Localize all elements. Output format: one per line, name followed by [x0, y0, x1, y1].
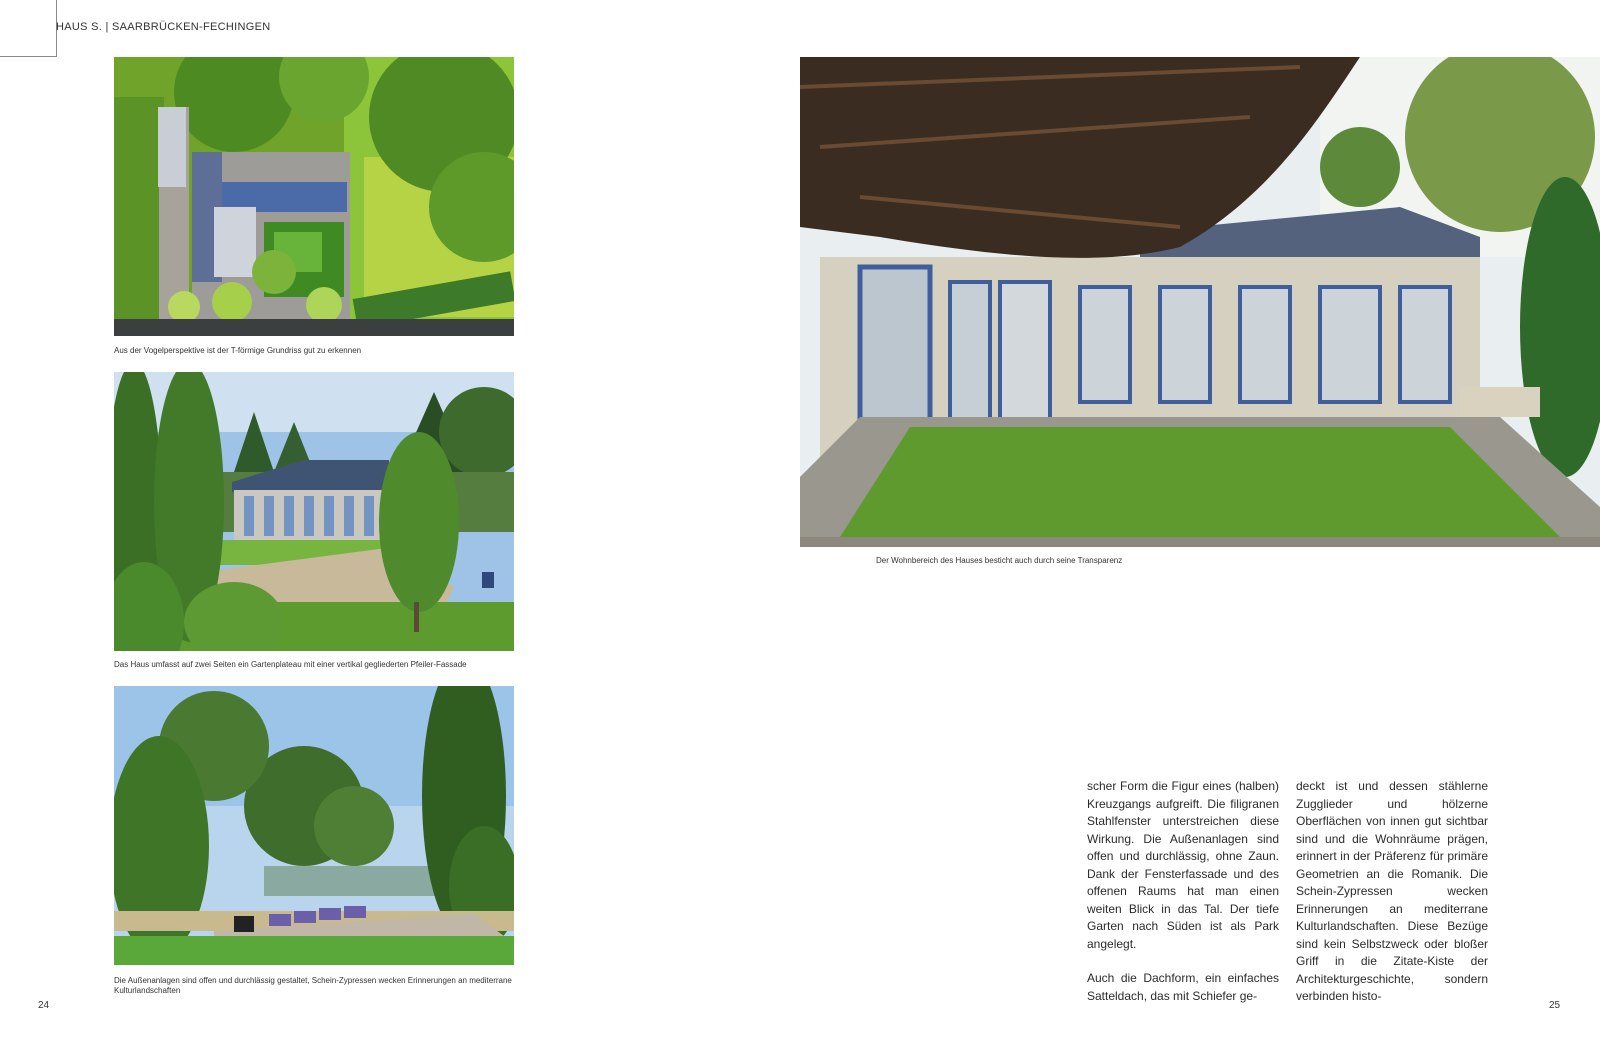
photo-caption: Das Haus umfasst auf zwei Seiten ein Gartenplateau mit einer vertikal gegliederten Pfeiler-Fassade — [114, 660, 467, 669]
garden-plateau-photo — [114, 372, 514, 651]
running-header: HAUS S. | SAARBRÜCKEN-FECHINGEN — [56, 21, 271, 33]
paragraph: Auch die Dachform, ein einfaches Satteldach, das mit Schiefer ge- — [1087, 971, 1279, 1003]
page-number-left: 24 — [38, 1000, 50, 1011]
paragraph: deckt ist und dessen stählerne Zugglieder und hölzerne Oberflächen von innen gut sichtbar sind und die Wohnräume prägen, erinnert in der Präferenz für primäre Geometrien an die Romanik. Die Schein-Zypressen wecken Erinnerungen an mediterrane Kulturlandschaften. Diese Bezüge sind kein Selbstzweck oder bloßer Griff in die Zitate-Kiste der Architekturgeschichte, sondern verbinden histo- — [1296, 779, 1488, 1003]
paragraph: scher Form die Figur eines (halben) Kreuzgangs aufgreift. Die filigranen Stahlfenster unterstreichen diese Wirkung. Die Außenanlagen sind offen und durchlässig, ohne Zaun. Dank der Fensterfassade und des offenen Raums hat man einen weiten Blick in das Tal. Der tiefe Garten nach Süden ist als Park angelegt. — [1087, 779, 1279, 951]
aerial-view-photo — [114, 57, 514, 336]
photo-caption: Der Wohnbereich des Hauses besticht auch durch seine Transparenz — [876, 556, 1123, 565]
photo-caption: Aus der Vogelperspektive ist der T-förmige Grundriss gut zu erkennen — [114, 346, 362, 355]
terrace-view-photo — [114, 686, 514, 965]
body-text-column-2 — [1296, 778, 1488, 1006]
page-number-right: 25 — [1549, 1000, 1561, 1011]
photo-caption: Die Außenanlagen sind offen und durchlässig gestaltet, Schein-Zypressen wecken Erinnerungen an mediterrane Kulturlandschaften — [114, 976, 512, 995]
corner-mark-horizontal — [0, 56, 57, 57]
body-text-column-1 — [1087, 778, 1279, 1005]
living-area-photo — [800, 57, 1600, 547]
